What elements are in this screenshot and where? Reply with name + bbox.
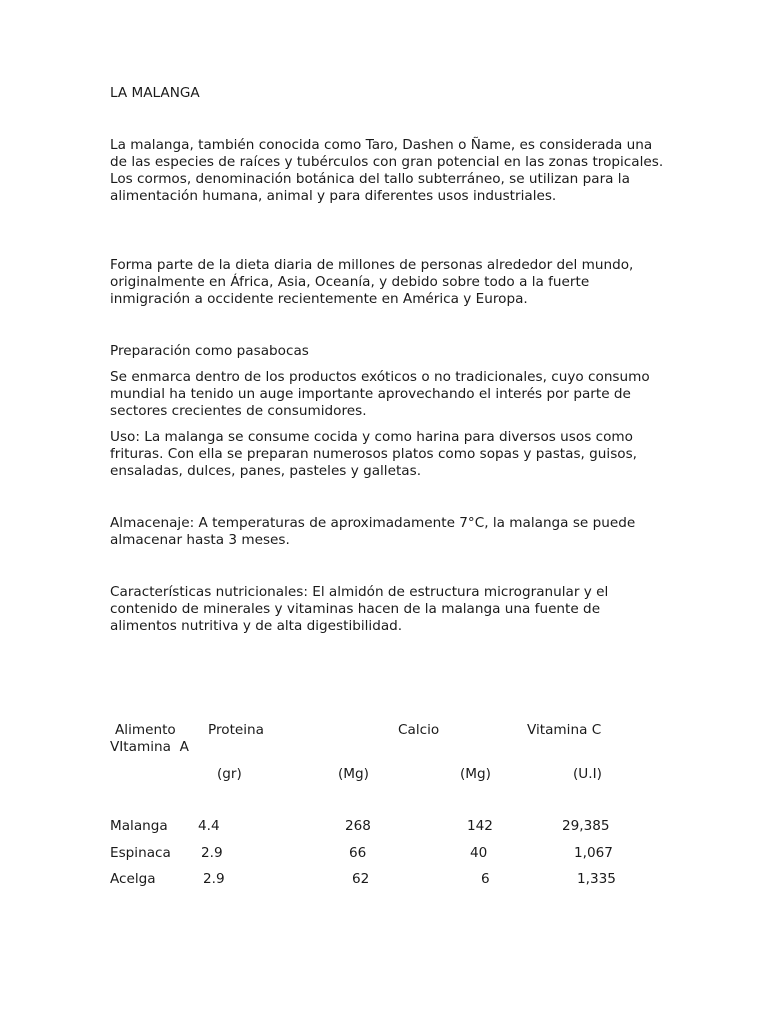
- table-cell-alimento: Acelga: [110, 871, 156, 887]
- table-cell-proteina: 4.4: [198, 818, 220, 834]
- table-cell-calcio: 62: [352, 871, 370, 887]
- table-cell-calcio: 66: [349, 845, 367, 861]
- paragraph-nutricion: Características nutricionales: El almidón de estructura microgranular y el contenido de minerales y vitaminas hacen de la malanga una fuente de alimentos nutritiva y de alta digestibilidad.: [110, 584, 609, 634]
- table-header-vitamina-c: Vitamina C: [527, 722, 602, 738]
- table-cell-calcio: 268: [345, 818, 371, 834]
- table-cell-alimento: Malanga: [110, 818, 168, 834]
- table-unit-proteina: (gr): [217, 766, 242, 782]
- table-header-alimento: Alimento: [115, 722, 176, 738]
- table-header-calcio: Calcio: [398, 722, 440, 738]
- table-header-vitamina-a: VItamina A: [110, 739, 189, 755]
- paragraph-diet: Forma parte de la dieta diaria de millones de personas alrededor del mundo, originalmente en África, Asia, Oceanía, y debido sobre todo a la fuerte inmigración a occidente recientemente en América y Europa.: [110, 257, 634, 307]
- table-unit-vitamina-a: (U.I): [573, 766, 602, 782]
- table-cell-proteina: 2.9: [203, 871, 225, 887]
- table-cell-vitamina-a: 29,385: [562, 818, 610, 834]
- table-cell-vitamina-a: 1,335: [577, 871, 616, 887]
- table-cell-proteina: 2.9: [201, 845, 223, 861]
- paragraph-uso: Uso: La malanga se consume cocida y como harina para diversos usos como frituras. Con ella se preparan numerosos platos como sopas y pastas, guisos, ensaladas, dulces, panes, pasteles y galletas.: [110, 429, 637, 479]
- table-header-proteina: Proteina: [208, 722, 264, 738]
- table-cell-vitamina-c: 6: [481, 871, 490, 887]
- paragraph-almacenaje: Almacenaje: A temperaturas de aproximadamente 7°C, la malanga se puede almacenar hasta 3 meses.: [110, 515, 636, 548]
- table-cell-alimento: Espinaca: [110, 845, 171, 861]
- section-heading-preparacion: Preparación como pasabocas: [110, 343, 309, 359]
- table-cell-vitamina-c: 142: [467, 818, 493, 834]
- paragraph-intro: La malanga, también conocida como Taro, Dashen o Ñame, es considerada una de las especies de raíces y tubérculos con gran potencial en las zonas tropicales. Los cormos, denominación botánica del tallo subterráneo, se utilizan para la alimentación humana, animal y para diferentes usos industriales.: [110, 137, 664, 204]
- paragraph-exotic: Se enmarca dentro de los productos exóticos o no tradicionales, cuyo consumo mundial ha tenido un auge importante aprovechando el interés por parte de sectores crecientes de consumidores.: [110, 369, 650, 419]
- table-unit-vitamina-c: (Mg): [460, 766, 491, 782]
- table-unit-calcio: (Mg): [338, 766, 369, 782]
- table-cell-vitamina-a: 1,067: [574, 845, 613, 861]
- table-cell-vitamina-c: 40: [470, 845, 488, 861]
- document-title: LA MALANGA: [110, 85, 200, 101]
